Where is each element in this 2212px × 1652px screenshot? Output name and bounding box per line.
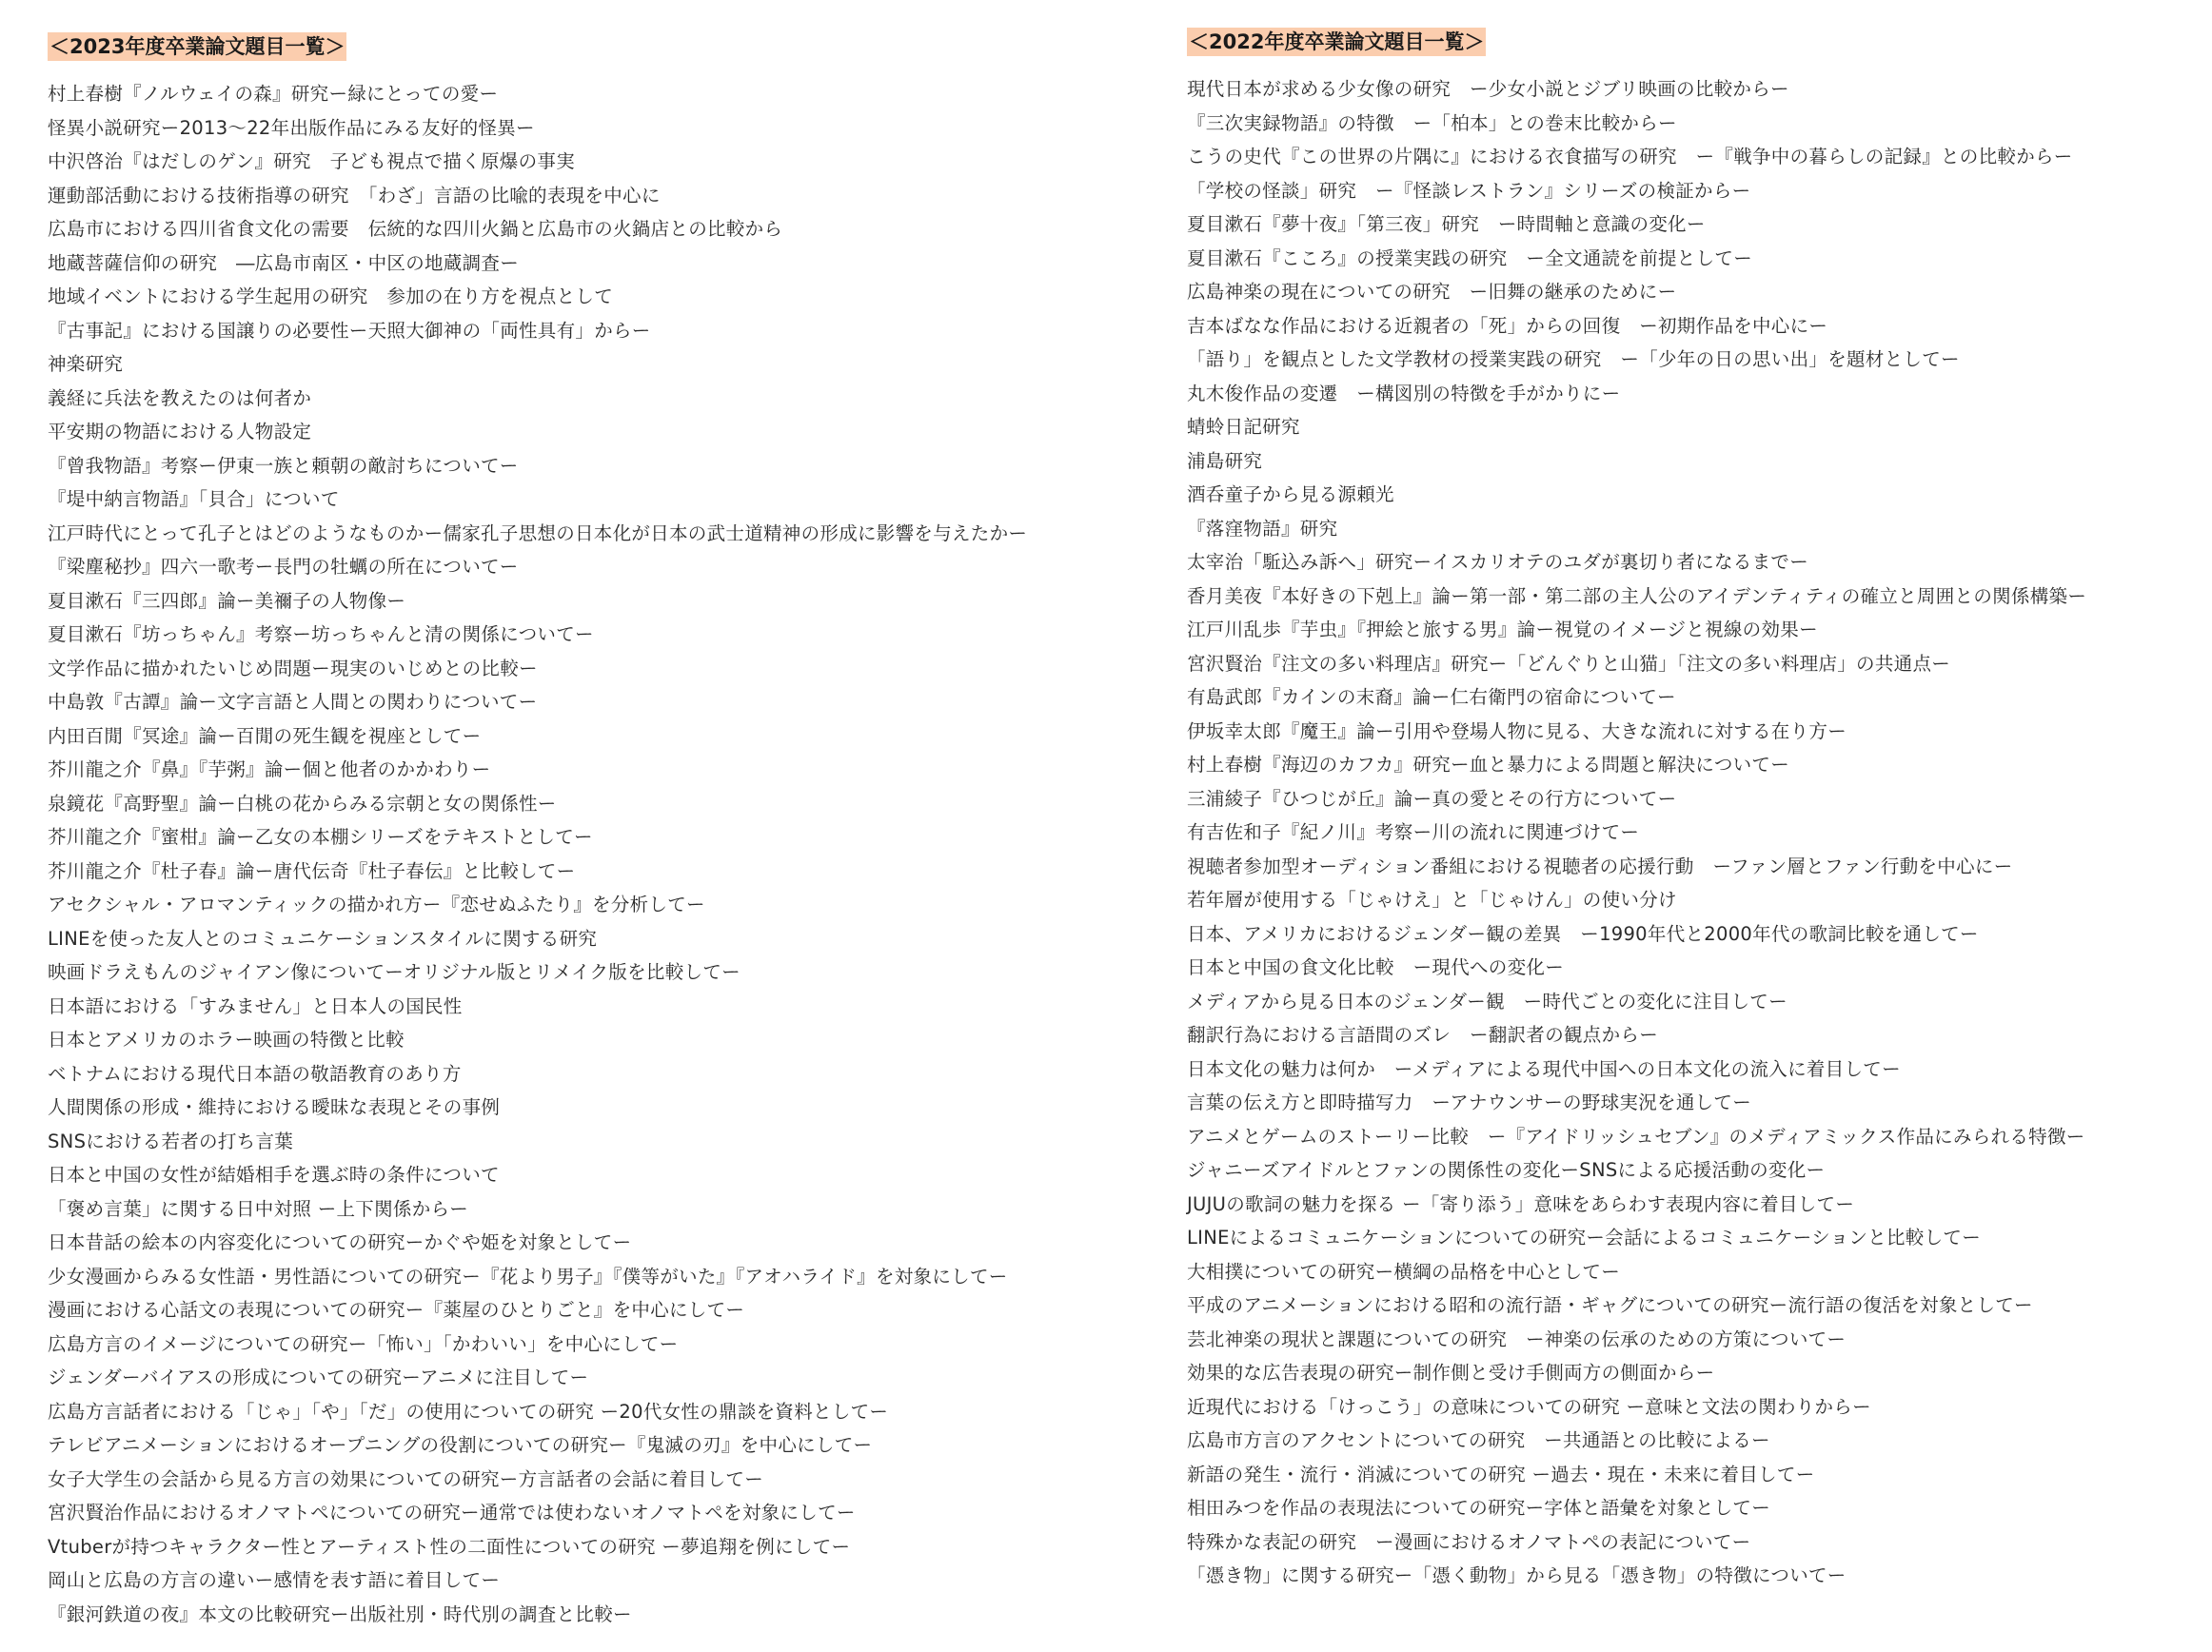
thesis-title: 香月美夜『本好きの下剋上』論ー第一部・第二部の主人公のアイデンティティの確立と周囲との関係構築ー [1187,584,2087,607]
thesis-title: 吉本ばなな作品における近親者の「死」からの回復 ー初期作品を中心にー [1187,314,1828,337]
thesis-title: 日本と中国の食文化比較 ー現代への変化ー [1187,956,1565,978]
thesis-title: 『堤中納言物語』「貝合」について [48,488,340,510]
thesis-title: 広島方言話者における「じゃ」「や」「だ」の使用についての研究 ー20代女性の鼎談を資料としてー [48,1400,889,1423]
thesis-title: 村上春樹『ノルウェイの森』研究ー緑にとっての愛ー [48,83,499,105]
thesis-title: 芸北神楽の現状と課題についての研究 ー神楽の伝承のための方策についてー [1187,1328,1847,1350]
thesis-title: 平安期の物語における人物設定 [48,421,312,442]
thesis-title: 江戸川乱歩『芋虫』『押絵と旅する男』論ー視覚のイメージと視線の効果ー [1187,619,1818,640]
thesis-title: 芥川龍之介『蜜柑』論ー乙女の本棚シリーズをテキストとしてー [48,826,593,848]
thesis-title: メディアから見る日本のジェンダー観 ー時代ごとの変化に注目してー [1187,990,1787,1013]
thesis-title: 丸木俊作品の変遷 ー構図別の特徴を手がかりにー [1187,382,1621,404]
title-list-2023 [48,77,1027,1631]
thesis-title: 内田百閒『冥途』論ー百閒の死生観を視座としてー [48,724,482,747]
thesis-title: 夏目漱石『こころ』の授業実践の研究 ー全文通読を前提としてー [1187,246,1753,269]
thesis-title: 日本文化の魅力は何か ーメディアによる現代中国への日本文化の流入に着目してー [1187,1057,1901,1080]
thesis-title: 日本昔話の絵本の内容変化についての研究ーかぐや姫を対象としてー [48,1231,632,1253]
thesis-title: 『梁塵秘抄』四六一歌考ー長門の牡蠣の所在についてー [48,556,519,578]
thesis-title: 映画ドラえもんのジャイアン像についてーオリジナル版とリメイク版を比較してー [48,961,741,983]
thesis-title: 日本と中国の女性が結婚相手を選ぶ時の条件について [48,1164,500,1186]
thesis-title: ベトナムにおける現代日本語の敬語教育のあり方 [48,1062,462,1085]
thesis-title: LINEによるコミュニケーションについての研究ー会話によるコミュニケーションと比較してー [1187,1227,1981,1249]
thesis-title: 大相撲についての研究ー横綱の品格を中心としてー [1187,1260,1621,1283]
thesis-title: SNSにおける若者の打ち言葉 [48,1130,294,1152]
thesis-title: 夏目漱石『夢十夜』「第三夜」研究 ー時間軸と意識の変化ー [1187,213,1706,235]
thesis-title: 視聴者参加型オーディション番組における視聴者の応援行動 ーファン層とファン行動を中心にー [1187,855,2013,877]
thesis-title: 若年層が使用する「じゃけえ」と「じゃけん」の使い分け [1187,889,1677,911]
thesis-title: 宮沢賢治作品におけるオノマトペについての研究ー通常では使わないオノマトペを対象にしてー [48,1502,856,1524]
thesis-title: 泉鏡花『高野聖』論ー白桃の花からみる宗朝と女の関係性ー [48,792,557,815]
thesis-title: 宮沢賢治『注文の多い料理店』研究ー「どんぐりと山猫」「注文の多い料理店」の共通点ー [1187,652,1951,675]
thesis-title: 「語り」を観点とした文学教材の授業実践の研究 ー「少年の日の思い出」を題材としてー [1187,348,1960,370]
thesis-title: 岡山と広島の方言の違いー感情を表す語に着目してー [48,1569,501,1591]
thesis-title: 太宰治「駈込み訴へ」研究ーイスカリオテのユダが裏切り者になるまでー [1187,551,1809,573]
thesis-title: 『曾我物語』考察ー伊東一族と頼朝の敵討ちについてー [48,454,519,477]
thesis-title: 有島武郎『カインの末裔』論ー仁右衛門の宿命についてー [1187,686,1676,708]
thesis-title: 広島方言のイメージについての研究ー「怖い」「かわいい」を中心にしてー [48,1332,679,1355]
thesis-title: 伊坂幸太郎『魔王』論ー引用や登場人物に見る、大きな流れに対する在り方ー [1187,719,1847,742]
thesis-title: 『銀河鉄道の夜』本文の比較研究ー出版社別・時代別の調査と比較ー [48,1603,632,1625]
thesis-title: 効果的な広告表現の研究ー制作側と受け手側両方の側面からー [1187,1362,1715,1384]
thesis-title: Vtuberが持つキャラクター性とアーティスト性の二面性についての研究 ー夢追翔を例にしてー [48,1535,851,1558]
thesis-title: 日本とアメリカのホラー映画の特徴と比較 [48,1029,405,1051]
thesis-title: 日本語における「すみません」と日本人の国民性 [48,994,463,1017]
thesis-title: 義経に兵法を教えたのは何者か [48,386,312,409]
thesis-title: 文学作品に描かれたいじめ問題ー現実のいじめとの比較ー [48,657,538,679]
thesis-title: 漫画における心話文の表現についての研究ー『薬屋のひとりごと』を中心にしてー [48,1299,745,1321]
thesis-title: テレビアニメーションにおけるオープニングの役割についての研究ー『鬼滅の刃』を中心にしてー [48,1434,873,1456]
thesis-title: 日本、アメリカにおけるジェンダー観の差異 ー1990年代と2000年代の歌詞比較を通してー [1187,922,1979,945]
thesis-title: 地蔵菩薩信仰の研究 ―広島市南区・中区の地蔵調査ー [48,251,520,274]
thesis-title: 夏目漱石『三四郎』論ー美禰子の人物像ー [48,589,406,612]
thesis-title: こうの史代『この世界の片隅に』における衣食描写の研究 ー『戦争中の暮らしの記録』との比較からー [1187,146,2073,167]
thesis-title: 現代日本が求める少女像の研究 ー少女小説とジブリ映画の比較からー [1187,78,1789,100]
thesis-title: 広島神楽の現在についての研究 ー旧舞の継承のためにー [1187,281,1677,303]
thesis-title: 相田みつを作品の表現法についての研究ー字体と語彙を対象としてー [1187,1497,1771,1519]
thesis-title: 芥川龍之介『杜子春』論ー唐代伝奇『杜子春伝』と比較してー [48,859,576,882]
section-heading-2022: ＜2022年度卒業論文題目一覧＞ [1187,28,1486,56]
thesis-title: 近現代における「けっこう」の意味についての研究 ー意味と文法の関わりからー [1187,1395,1871,1418]
thesis-title: 少女漫画からみる女性語・男性語についての研究ー『花より男子』『僕等がいた』『アオハライド』を対象にしてー [48,1265,1008,1288]
thesis-title: 夏目漱石『坊っちゃん』考察ー坊っちゃんと清の関係についてー [48,623,594,645]
thesis-title: 酒呑童子から見る源頼光 [1187,483,1394,505]
thesis-title: 言葉の伝え方と即時描写力 ーアナウンサーの野球実況を通してー [1187,1092,1752,1113]
thesis-title: LINEを使った友人とのコミュニケーションスタイルに関する研究 [48,927,598,950]
thesis-title: 中沢啓治『はだしのゲン』研究 子ども視点で描く原爆の事実 [48,150,576,172]
thesis-title: 広島市方言のアクセントについての研究 ー共通語との比較によるー [1187,1429,1770,1451]
thesis-title: 江戸時代にとって孔子とはどのようなものかー儒家孔子思想の日本化が日本の武士道精神の形成に影響を与えたかー [48,521,1028,544]
thesis-title: 平成のアニメーションにおける昭和の流行語・ギャグについての研究ー流行語の復活を対象としてー [1187,1294,2033,1316]
thesis-title: 人間関係の形成・維持における曖昧な表現とその事例 [48,1096,501,1118]
thesis-title: 「憑き物」に関する研究ー「憑く動物」から見る「憑き物」の特徴についてー [1187,1564,1847,1586]
thesis-title: 新語の発生・流行・消滅についての研究 ー過去・現在・未来に着目してー [1187,1463,1815,1485]
thesis-title: 芥川龍之介『鼻』『芋粥』論ー個と他者のかかわりー [48,758,491,780]
thesis-title: 怪異小説研究ー2013〜22年出版作品にみる友好的怪異ー [48,116,535,139]
thesis-title: JUJUの歌詞の魅力を探る ー「寄り添う」意味をあらわす表現内容に着目してー [1187,1192,1855,1215]
thesis-title: 「学校の怪談」研究 ー『怪談レストラン』シリーズの検証からー [1187,179,1751,202]
thesis-title: アニメとゲームのストーリー比較 ー『アイドリッシュセブン』のメディアミックス作品にみられる特徴ー [1187,1125,2085,1148]
thesis-title: 神楽研究 [48,353,124,375]
thesis-title: 地域イベントにおける学生起用の研究 参加の在り方を視点として [48,285,613,307]
thesis-title: 女子大学生の会話から見る方言の効果についての研究ー方言話者の会話に着目してー [48,1467,764,1490]
thesis-title: 広島市における四川省食文化の需要 伝統的な四川火鍋と広島市の火鍋店との比較から [48,218,783,240]
thesis-title: 浦島研究 [1187,449,1263,472]
thesis-title: 『落窪物語』研究 [1187,517,1338,540]
thesis-title: 三浦綾子『ひつじが丘』論ー真の愛とその行方についてー [1187,787,1677,810]
thesis-title: 「褒め言葉」に関する日中対照 ー上下関係からー [48,1197,469,1220]
thesis-title: 村上春樹『海辺のカフカ』研究ー血と暴力による問題と解決についてー [1187,754,1790,776]
title-list-2022 [1187,72,2086,1593]
section-heading-2023: ＜2023年度卒業論文題目一覧＞ [48,32,346,61]
thesis-title: アセクシャル・アロマンティックの描かれ方ー『恋せぬふたり』を分析してー [48,894,705,915]
thesis-title: 中島敦『古譚』論ー文字言語と人間との関わりについてー [48,691,538,713]
thesis-title: 有吉佐和子『紀ノ川』考察ー川の流れに関連づけてー [1187,821,1640,843]
thesis-title: ジェンダーバイアスの形成についての研究ーアニメに注目してー [48,1367,589,1388]
thesis-title: 蜻蛉日記研究 [1187,416,1300,438]
thesis-title: 運動部活動における技術指導の研究 「わざ」言語の比喩的表現を中心に [48,184,661,206]
thesis-title: 特殊かな表記の研究 ー漫画におけるオノマトペの表記についてー [1187,1530,1751,1553]
thesis-title: 『三次実録物語』の特徴 ー「柏本」との巻末比較からー [1187,111,1677,134]
thesis-title: 『古事記』における国譲りの必要性ー天照大御神の「両性具有」からー [48,319,651,342]
thesis-title: ジャニーズアイドルとファンの関係性の変化ーSNSによる応援活動の変化ー [1187,1159,1826,1181]
thesis-title: 翻訳行為における言語間のズレ ー翻訳者の観点からー [1187,1024,1659,1046]
